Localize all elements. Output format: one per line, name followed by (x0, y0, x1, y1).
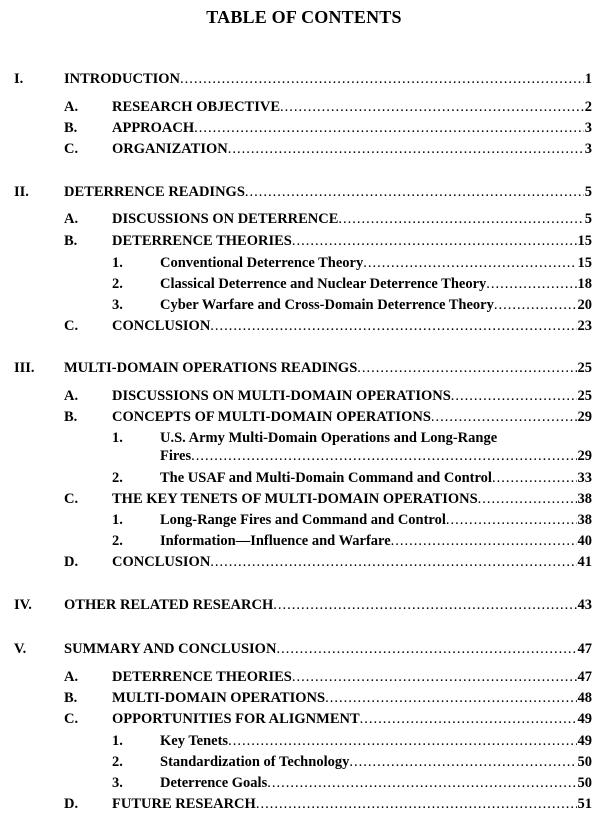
entry-number: 1. (112, 512, 123, 528)
entry-page: 47 (577, 669, 592, 685)
entry-page: 41 (577, 554, 592, 570)
entry-title: DETERRENCE THEORIES (112, 233, 292, 249)
toc-entry-standardization-of-technology[interactable] (160, 753, 592, 771)
entry-number: A. (64, 388, 79, 404)
toc-entry-deterrence-goals[interactable] (160, 774, 592, 792)
toc-entry-organization[interactable] (112, 140, 592, 158)
entry-number: 2. (112, 533, 123, 549)
entry-title: CONCLUSION (112, 554, 211, 570)
entry-title: MULTI-DOMAIN OPERATIONS READINGS (64, 360, 358, 376)
entry-page: 1 (584, 71, 592, 87)
entry-page: 15 (577, 233, 592, 249)
entry-number: C. (64, 318, 79, 334)
entry-number: B. (64, 409, 78, 425)
leader-dots (360, 710, 577, 728)
entry-title: APPROACH (112, 120, 195, 136)
entry-number: 3. (112, 775, 123, 791)
entry-number: C. (64, 711, 79, 727)
toc-entry-information-influence[interactable] (160, 532, 592, 550)
toc-entry-conventional-deterrence[interactable] (160, 254, 592, 272)
leader-dots (180, 70, 584, 88)
toc-entry-key-tenets-of-mdo[interactable] (112, 490, 592, 508)
entry-number: D. (64, 796, 79, 812)
entry-page: 38 (577, 512, 592, 528)
toc-entry-conclusion-mdo[interactable] (112, 553, 592, 571)
entry-page: 5 (584, 184, 592, 200)
entry-title: DISCUSSIONS ON DETERRENCE (112, 211, 339, 227)
entry-page: 3 (584, 141, 592, 157)
toc-entry-usaf-mdc2[interactable] (160, 469, 592, 487)
entry-number: B. (64, 233, 78, 249)
leader-dots (325, 689, 576, 707)
toc-entry-summary-mdo[interactable] (112, 689, 592, 707)
leader-dots (486, 275, 576, 293)
toc-entry-key-tenets[interactable] (160, 732, 592, 750)
entry-page: 50 (577, 754, 592, 770)
leader-dots (338, 210, 583, 228)
leader-dots (446, 511, 577, 529)
entry-number: C. (64, 491, 79, 507)
entry-page: 20 (577, 297, 592, 313)
toc-entry-research-objective[interactable] (112, 98, 592, 116)
toc-entry-conclusion[interactable] (112, 317, 592, 335)
toc-entry-concepts-of-mdo[interactable] (112, 408, 592, 426)
toc-entry-mdo-readings[interactable] (64, 359, 592, 377)
entry-page: 25 (577, 388, 592, 404)
leader-dots (292, 232, 577, 250)
toc-entry-opportunities-for-alignment[interactable] (112, 710, 592, 728)
entry-page: 48 (577, 690, 592, 706)
leader-dots (267, 774, 576, 792)
entry-page: 47 (577, 641, 592, 657)
entry-number: III. (14, 360, 35, 376)
entry-page: 51 (577, 796, 592, 812)
entry-number: 2. (112, 470, 123, 486)
entry-page: 49 (577, 711, 592, 727)
leader-dots (256, 795, 577, 813)
entry-title: CONCLUSION (112, 318, 211, 334)
entry-title: RESEARCH OBJECTIVE (112, 99, 280, 115)
toc-entry-long-range-fires-c2[interactable] (160, 511, 592, 529)
entry-title: Information—Influence and Warfare (160, 533, 391, 549)
toc-entry-army-mdo-long-range-fires[interactable] (160, 447, 592, 465)
leader-dots (228, 140, 584, 158)
entry-title: DETERRENCE READINGS (64, 184, 245, 200)
entry-number: 2. (112, 276, 123, 292)
entry-number: D. (64, 554, 79, 570)
toc-entry-summary-and-conclusion[interactable] (64, 640, 592, 658)
toc-entry-summary-deterrence-theories[interactable] (112, 668, 592, 686)
leader-dots (478, 490, 577, 508)
entry-number: A. (64, 211, 79, 227)
entry-title[interactable]: U.S. Army Multi-Domain Operations and Long-Range (160, 430, 498, 446)
entry-title: Long-Range Fires and Command and Control (160, 512, 446, 528)
entry-title: Standardization of Technology (160, 754, 350, 770)
entry-page: 29 (577, 409, 592, 425)
entry-title: INTRODUCTION (64, 71, 181, 87)
entry-number: II. (14, 184, 29, 200)
entry-page: 50 (577, 775, 592, 791)
entry-page: 38 (577, 491, 592, 507)
entry-page: 25 (577, 360, 592, 376)
toc-entry-introduction[interactable] (64, 70, 592, 88)
entry-number: B. (64, 120, 78, 136)
entry-number: A. (64, 99, 79, 115)
entry-number: I. (14, 71, 24, 87)
entry-title: ORGANIZATION (112, 141, 228, 157)
leader-dots (357, 359, 576, 377)
entry-title: Conventional Deterrence Theory (160, 255, 364, 271)
leader-dots (431, 408, 577, 426)
entry-page: 18 (577, 276, 592, 292)
entry-number: 1. (112, 255, 123, 271)
entry-title: Classical Deterrence and Nuclear Deterrence Theory (160, 276, 487, 292)
toc-entry-classical-nuclear-deterrence[interactable] (160, 275, 592, 293)
entry-number: 1. (112, 430, 123, 446)
entry-page: 43 (577, 597, 592, 613)
entry-page: 33 (577, 470, 592, 486)
entry-number: 2. (112, 754, 123, 770)
entry-page: 15 (577, 255, 592, 271)
leader-dots (276, 640, 576, 658)
entry-title-continued: Fires (160, 448, 192, 464)
leader-dots (292, 668, 577, 686)
leader-dots (210, 317, 576, 335)
toc-entry-future-research[interactable] (112, 795, 592, 813)
entry-title: DETERRENCE THEORIES (112, 669, 292, 685)
entry-page: 23 (577, 318, 592, 334)
entry-title: Key Tenets (160, 733, 229, 749)
entry-number: 3. (112, 297, 123, 313)
entry-page: 5 (584, 211, 592, 227)
entry-title: MULTI-DOMAIN OPERATIONS (112, 690, 326, 706)
entry-title: DISCUSSIONS ON MULTI-DOMAIN OPERATIONS (112, 388, 451, 404)
toc-entry-cyber-warfare[interactable] (160, 296, 592, 314)
leader-dots (273, 596, 576, 614)
leader-dots (494, 296, 577, 314)
leader-dots (194, 119, 584, 137)
entry-title: Deterrence Goals (160, 775, 268, 791)
leader-dots (451, 387, 577, 405)
entry-number: A. (64, 669, 79, 685)
leader-dots (245, 183, 584, 201)
entry-number: 1. (112, 733, 123, 749)
page-title: TABLE OF CONTENTS (206, 7, 402, 27)
leader-dots (492, 469, 577, 487)
entry-number: C. (64, 141, 79, 157)
entry-title: Cyber Warfare and Cross-Domain Deterrence Theory (160, 297, 494, 313)
toc-entry-deterrence-theories[interactable] (112, 232, 592, 250)
toc-entry-deterrence-readings[interactable] (64, 183, 592, 201)
leader-dots (363, 254, 576, 272)
entry-number: IV. (14, 597, 32, 613)
entry-page: 40 (577, 533, 592, 549)
entry-title: FUTURE RESEARCH (112, 796, 256, 812)
toc-entry-approach[interactable] (112, 119, 592, 137)
leader-dots (228, 732, 576, 750)
leader-dots (391, 532, 577, 550)
entry-title: CONCEPTS OF MULTI-DOMAIN OPERATIONS (112, 409, 431, 425)
entry-page: 49 (577, 733, 592, 749)
entry-page: 3 (584, 120, 592, 136)
entry-page: 2 (584, 99, 592, 115)
entry-title: OPPORTUNITIES FOR ALIGNMENT (112, 711, 360, 727)
toc-entry-discussions-on-mdo[interactable] (112, 387, 592, 405)
leader-dots (210, 553, 576, 571)
toc-entry-discussions-on-deterrence[interactable] (112, 210, 592, 228)
entry-number: B. (64, 690, 78, 706)
entry-title: THE KEY TENETS OF MULTI-DOMAIN OPERATIONS (112, 491, 478, 507)
leader-dots (191, 447, 576, 465)
entry-page: 29 (577, 448, 592, 464)
entry-title: OTHER RELATED RESEARCH (64, 597, 274, 613)
toc-entry-other-related-research[interactable] (64, 596, 592, 614)
entry-number: V. (14, 641, 27, 657)
entry-title: SUMMARY AND CONCLUSION (64, 641, 277, 657)
entry-title: The USAF and Multi-Domain Command and Control (160, 470, 492, 486)
leader-dots (349, 753, 576, 771)
leader-dots (280, 98, 584, 116)
